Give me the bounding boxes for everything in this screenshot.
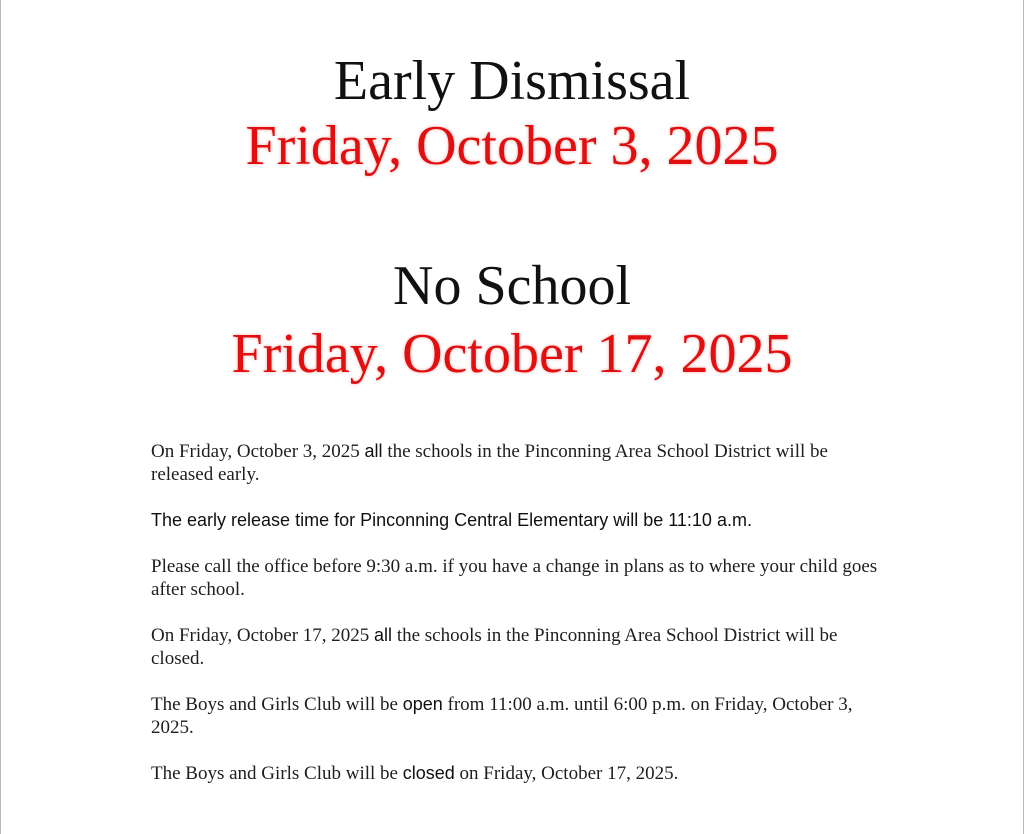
early-release-paragraph — [151, 440, 881, 486]
early-dismissal-title: Early Dismissal — [333, 50, 691, 112]
paragraph-text: the schools in the Pinconning Area School District will be released early. — [151, 441, 828, 485]
no-school-title: No School — [393, 255, 631, 317]
emphasis-open: open — [402, 694, 443, 714]
paragraph-text: On Friday, October 3, 2025 — [151, 441, 365, 462]
emphasis-all: all — [364, 441, 383, 461]
no-school-date: Friday, October 17, 2025 — [231, 323, 793, 385]
club-open-paragraph — [151, 693, 881, 739]
paragraph-text: The Boys and Girls Club will be — [151, 694, 403, 715]
office-call-paragraph: Please call the office before 9:30 a.m. if you have a change in plans as to where your child goes after school. — [151, 556, 878, 600]
paragraph-text: the schools in the Pinconning Area School District will be closed. — [151, 625, 838, 669]
paragraph-text: The Boys and Girls Club will be — [151, 763, 403, 784]
closure-paragraph — [151, 624, 881, 670]
paragraph-text: On Friday, October 17, 2025 — [151, 625, 375, 646]
club-closed-paragraph — [151, 762, 881, 785]
emphasis-all: all — [374, 625, 393, 645]
paragraph-text: from 11:00 a.m. until 6:00 p.m. on Friday, October 3, 2025. — [151, 694, 853, 738]
emphasis-closed: closed — [402, 763, 455, 783]
early-dismissal-date: Friday, October 3, 2025 — [245, 115, 779, 177]
release-time-paragraph: The early release time for Pinconning Central Elementary will be 11:10 a.m. — [151, 510, 752, 530]
paragraph-text: on Friday, October 17, 2025. — [454, 763, 679, 784]
